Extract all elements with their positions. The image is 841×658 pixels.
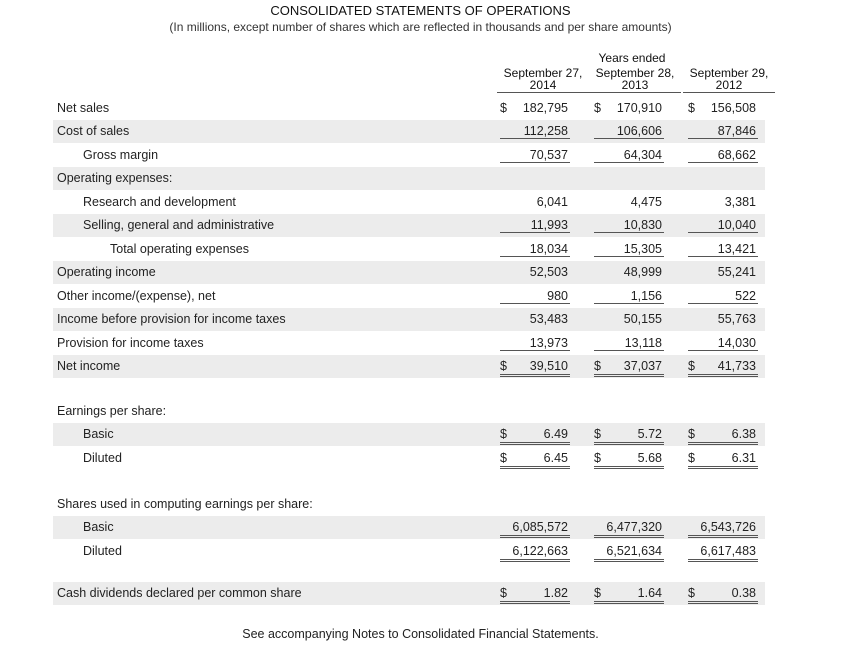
amount: 980	[547, 289, 568, 303]
value-2014	[500, 582, 570, 604]
value-2013	[594, 447, 664, 469]
amount: 13,421	[717, 242, 756, 256]
row-label: Cash dividends declared per common share	[57, 586, 302, 600]
dollar-sign: $	[688, 359, 695, 373]
value-2012	[688, 582, 758, 604]
row-label: Provision for income taxes	[57, 336, 204, 350]
value-2012	[688, 144, 758, 163]
amount: 0.38	[731, 586, 756, 600]
row-income-before-taxes	[53, 308, 765, 331]
value-2014	[500, 423, 570, 445]
amount: 55,241	[717, 265, 756, 279]
row-total-operating-expenses	[53, 238, 765, 261]
dollar-sign: $	[500, 359, 507, 373]
value-2014	[500, 261, 570, 278]
amount: 6.38	[731, 427, 756, 441]
value-2013	[594, 423, 664, 445]
value-2013	[594, 214, 664, 233]
dollar-sign: $	[688, 101, 695, 115]
value-2012	[688, 238, 758, 257]
row-cash-dividends	[53, 582, 765, 605]
amount: 522	[735, 289, 756, 303]
row-label: Net income	[57, 359, 121, 373]
row-eps-basic	[53, 423, 765, 446]
amount: 6,543,726	[700, 520, 756, 534]
amount: 11,993	[530, 218, 568, 232]
value-2013	[594, 97, 664, 114]
value-2014	[500, 540, 570, 562]
statement-title: CONSOLIDATED STATEMENTS OF OPERATIONS	[270, 3, 571, 18]
amount: 15,305	[623, 242, 662, 256]
value-2014	[500, 191, 570, 208]
value-2014	[500, 285, 570, 304]
row-shares-diluted	[53, 540, 765, 563]
amount: 6.45	[543, 451, 568, 465]
years-ended-header: Years ended	[598, 51, 666, 65]
amount: 13,118	[624, 336, 662, 350]
value-2012	[688, 285, 758, 304]
value-2013	[594, 540, 664, 562]
row-label: Income before provision for income taxes	[57, 312, 286, 326]
amount: 10,830	[623, 218, 662, 232]
amount: 4,475	[630, 195, 662, 209]
column-year: 2013	[589, 79, 681, 93]
value-2012	[688, 191, 758, 208]
amount: 70,537	[529, 148, 568, 162]
amount: 182,795	[522, 101, 568, 115]
column-header-2013	[589, 67, 681, 93]
amount: 156,508	[710, 101, 756, 115]
value-2012	[688, 97, 758, 114]
amount: 1.82	[543, 586, 568, 600]
row-operating-income	[53, 261, 765, 284]
row-label: Diluted	[83, 544, 122, 558]
value-2013	[594, 355, 664, 377]
value-2013	[594, 516, 664, 538]
amount: 52,503	[529, 265, 568, 279]
row-shares-header	[53, 493, 765, 516]
row-label: Gross margin	[83, 148, 159, 162]
amount: 6,122,663	[512, 544, 568, 558]
row-operating-expenses-header	[53, 167, 765, 190]
amount: 1,156	[630, 289, 662, 303]
amount: 6.49	[543, 427, 568, 441]
row-other-income	[53, 285, 765, 308]
value-2013	[594, 120, 664, 139]
column-header-2012	[683, 67, 775, 93]
value-2013	[594, 332, 664, 351]
amount: 6,521,634	[606, 544, 662, 558]
amount: 6,085,572	[512, 520, 568, 534]
value-2012	[688, 120, 758, 139]
dollar-sign: $	[500, 427, 507, 441]
value-2012	[688, 447, 758, 469]
row-label: Operating income	[57, 265, 156, 279]
amount: 6.31	[731, 451, 756, 465]
amount: 39,510	[529, 359, 568, 373]
column-year: 2014	[497, 79, 589, 93]
dollar-sign: $	[688, 427, 695, 441]
value-2012	[688, 516, 758, 538]
column-date: September 29,	[689, 66, 769, 80]
value-2012	[688, 423, 758, 445]
value-2013	[594, 238, 664, 257]
value-2013	[594, 285, 664, 304]
value-2013	[594, 308, 664, 325]
amount: 5.72	[637, 427, 662, 441]
value-2014	[500, 144, 570, 163]
row-gross-margin	[53, 144, 765, 167]
amount: 1.64	[637, 586, 662, 600]
value-2014	[500, 447, 570, 469]
row-label: Other income/(expense), net	[57, 289, 216, 303]
amount: 5.68	[637, 451, 662, 465]
dollar-sign: $	[688, 451, 695, 465]
row-label: Cost of sales	[57, 124, 130, 138]
value-2013	[594, 582, 664, 604]
value-2013	[594, 191, 664, 208]
amount: 170,910	[616, 101, 662, 115]
amount: 37,037	[623, 359, 662, 373]
dollar-sign: $	[594, 101, 601, 115]
amount: 55,763	[717, 312, 756, 326]
value-2012	[688, 355, 758, 377]
column-year: 2012	[683, 79, 775, 93]
amount: 10,040	[717, 218, 756, 232]
dollar-sign: $	[500, 101, 507, 115]
row-label: Total operating expenses	[110, 242, 249, 256]
value-2012	[688, 214, 758, 233]
row-shares-basic	[53, 516, 765, 539]
value-2012	[688, 308, 758, 325]
value-2012	[688, 261, 758, 278]
value-2013	[594, 261, 664, 278]
amount: 13,973	[529, 336, 568, 350]
amount: 64,304	[623, 148, 662, 162]
value-2014	[500, 238, 570, 257]
amount: 112,258	[523, 124, 568, 138]
row-label: Basic	[83, 520, 114, 534]
dollar-sign: $	[594, 427, 601, 441]
value-2012	[688, 332, 758, 351]
value-2014	[500, 308, 570, 325]
dollar-sign: $	[500, 451, 507, 465]
amount: 41,733	[717, 359, 756, 373]
footnote: See accompanying Notes to Consolidated Financial Statements.	[242, 627, 599, 641]
value-2014	[500, 97, 570, 114]
row-label: Earnings per share:	[57, 404, 167, 418]
column-date: September 28,	[595, 66, 675, 80]
value-2014	[500, 355, 570, 377]
amount: 50,155	[623, 312, 662, 326]
row-label: Net sales	[57, 101, 110, 115]
value-2014	[500, 332, 570, 351]
amount: 68,662	[717, 148, 756, 162]
amount: 14,030	[717, 336, 756, 350]
value-2014	[500, 120, 570, 139]
amount: 106,606	[616, 124, 662, 138]
amount: 3,381	[724, 195, 756, 209]
row-eps-diluted	[53, 447, 765, 470]
dollar-sign: $	[594, 359, 601, 373]
row-label: Basic	[83, 427, 114, 441]
amount: 6,041	[536, 195, 568, 209]
row-provision-for-taxes	[53, 332, 765, 355]
row-research-development	[53, 191, 765, 214]
row-net-sales	[53, 97, 765, 120]
row-net-income	[53, 355, 765, 378]
row-eps-header	[53, 400, 765, 423]
amount: 6,477,320	[606, 520, 662, 534]
statement-subtitle: (In millions, except number of shares which are reflected in thousands and per share amounts)	[169, 20, 672, 34]
value-2013	[594, 144, 664, 163]
value-2012	[688, 540, 758, 562]
row-label: Research and development	[83, 195, 236, 209]
amount: 48,999	[623, 265, 662, 279]
amount: 18,034	[529, 242, 568, 256]
row-label: Shares used in computing earnings per share:	[57, 497, 313, 511]
row-label: Selling, general and administrative	[83, 218, 275, 232]
row-cost-of-sales	[53, 120, 765, 143]
column-date: September 27,	[503, 66, 583, 80]
value-2014	[500, 516, 570, 538]
dollar-sign: $	[500, 586, 507, 600]
column-header-2014	[497, 67, 589, 93]
amount: 6,617,483	[700, 544, 756, 558]
row-sga	[53, 214, 765, 237]
amount: 53,483	[529, 312, 568, 326]
value-2014	[500, 214, 570, 233]
dollar-sign: $	[594, 586, 601, 600]
dollar-sign: $	[688, 586, 695, 600]
amount: 87,846	[717, 124, 756, 138]
row-label: Operating expenses:	[57, 171, 173, 185]
row-label: Diluted	[83, 451, 122, 465]
dollar-sign: $	[594, 451, 601, 465]
